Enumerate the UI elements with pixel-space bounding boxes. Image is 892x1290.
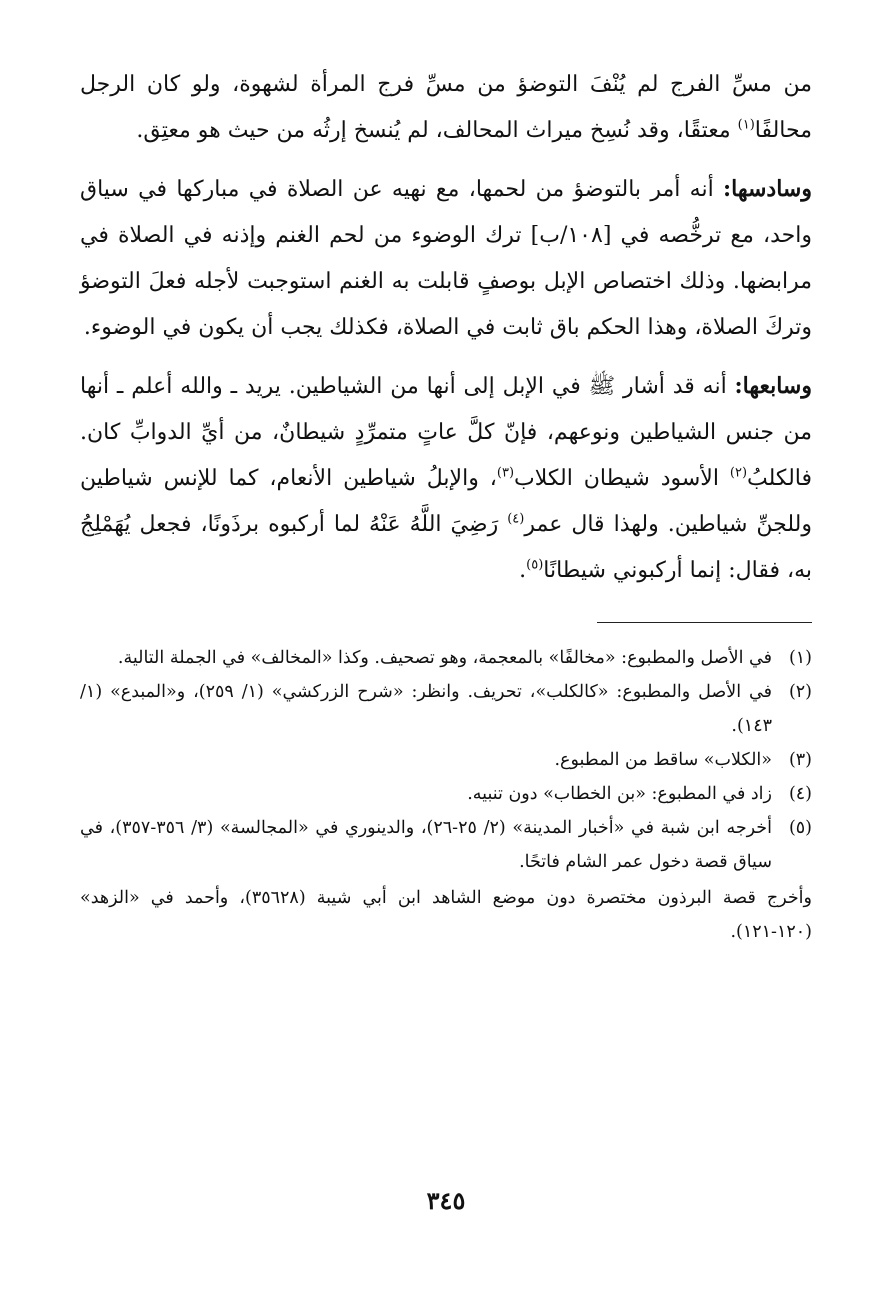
footnote <box>80 675 812 743</box>
footnote-text: في الأصل والمطبوع: «مخالفًا» بالمعجمة، وهو تصحيف. وكذا «المخالف» في الجملة التالية. <box>117 648 772 668</box>
main-text <box>80 62 812 594</box>
footnote <box>80 641 812 675</box>
paragraph-lead: وسابعها: <box>734 373 812 399</box>
paragraph-text: أنه قد أشار ﷺ في الإبل إلى أنها من الشياطين. يريد ـ والله أعلم ـ أنها من جنس الشياطين ونوعهم، فإنّ كلَّ عاتٍ متمرِّدٍ شيطانٌ، من أيِّ الدوابِّ كان. فالكلبُ <box>80 374 813 491</box>
footnote <box>80 811 812 879</box>
footnote-text: أخرجه ابن شبة في «أخبار المدينة» (٢/ ٢٥-٢٦)، والدينوري في «المجالسة» (٣/ ٣٥٦-٣٥٧)، في سياق قصة دخول عمر الشام فاتحًا. <box>80 818 772 872</box>
footnote-number: (٢) <box>788 682 812 702</box>
footnote-ref[interactable]: (٤) <box>507 511 525 527</box>
paragraph-text: رَضِيَ اللَّهُ عَنْهُ لما أركبوه برذَونًا، فجعل يُهَمْلِجُ به، فقال: إنما أركبوني شيطانًا <box>80 512 812 583</box>
footnote-ref[interactable]: (٢) <box>729 465 748 481</box>
footnote-number: (٣) <box>788 750 812 770</box>
footnotes <box>80 641 812 879</box>
paragraph-text: أنه أمر بالتوضؤ من لحمها، مع نهيه عن الصلاة في مباركها في سياق واحد، مع ترخُّصه في [١٠٨/ب] ترك الوضوء من لحم الغنم وإذنه في الصلاة في مرابضها. وذلك اختصاص الإبل بوصفٍ قابلت به الغنم استوجبت لأجله فعلَ التوضؤ وتركَ الصلاة، وهذا الحكم باق ثابت في الصلاة، فكذلك يجب أن يكون في الوضوء. <box>80 177 812 340</box>
footnote-continuation: وأخرج قصة البرذون مختصرة دون موضع الشاهد ابن أبي شيبة (٣٥٦٢٨)، وأحمد في «الزهد» (١٢٠-١٢١). <box>80 888 812 942</box>
page-number: ٣٤٥ <box>426 1186 466 1215</box>
footnote-text: زاد في المطبوع: «بن الخطاب» دون تنبيه. <box>467 784 772 804</box>
paragraph <box>80 363 812 594</box>
paragraph <box>80 166 812 351</box>
footnote <box>80 777 812 811</box>
page-body <box>80 62 812 949</box>
paragraph-text: . <box>519 558 527 583</box>
footnote <box>80 743 812 777</box>
paragraph-text: الأسود شيطان الكلاب <box>514 466 730 491</box>
footnote-ref[interactable]: (٥) <box>526 557 544 573</box>
paragraph <box>80 62 812 154</box>
footnote-number: (١) <box>788 648 812 668</box>
footnote-text: «الكلاب» ساقط من المطبوع. <box>554 750 772 770</box>
footnote-ref[interactable]: (٣) <box>496 465 515 481</box>
footnote-ref[interactable]: (١) <box>737 117 755 133</box>
footnote-text: في الأصل والمطبوع: «كالكلب»، تحريف. وانظر: «شرح الزركشي» (١/ ٢٥٩)، و«المبدع» (١/ ١٤٣). <box>80 682 772 736</box>
footnote-number: (٥) <box>788 818 812 838</box>
footnote-separator <box>597 622 812 623</box>
paragraph-text: من مسِّ الفرج لم يُنْفَ التوضؤ من مسِّ فرج المرأة لشهوة، ولو كان الرجل محالفًا <box>80 72 812 143</box>
footnote-number: (٤) <box>788 784 812 804</box>
paragraph-text: ، والإبلُ شياطين الأنعام، كما للإنس شياطين وللجنِّ شياطين. ولهذا قال عمر <box>80 466 812 537</box>
paragraph-lead: وسادسها: <box>723 176 812 202</box>
paragraph-text: معتقًا، وقد نُسِخ ميراث المحالف، لم يُنسخ إرثُه من حيث هو معتِق. <box>136 118 738 143</box>
